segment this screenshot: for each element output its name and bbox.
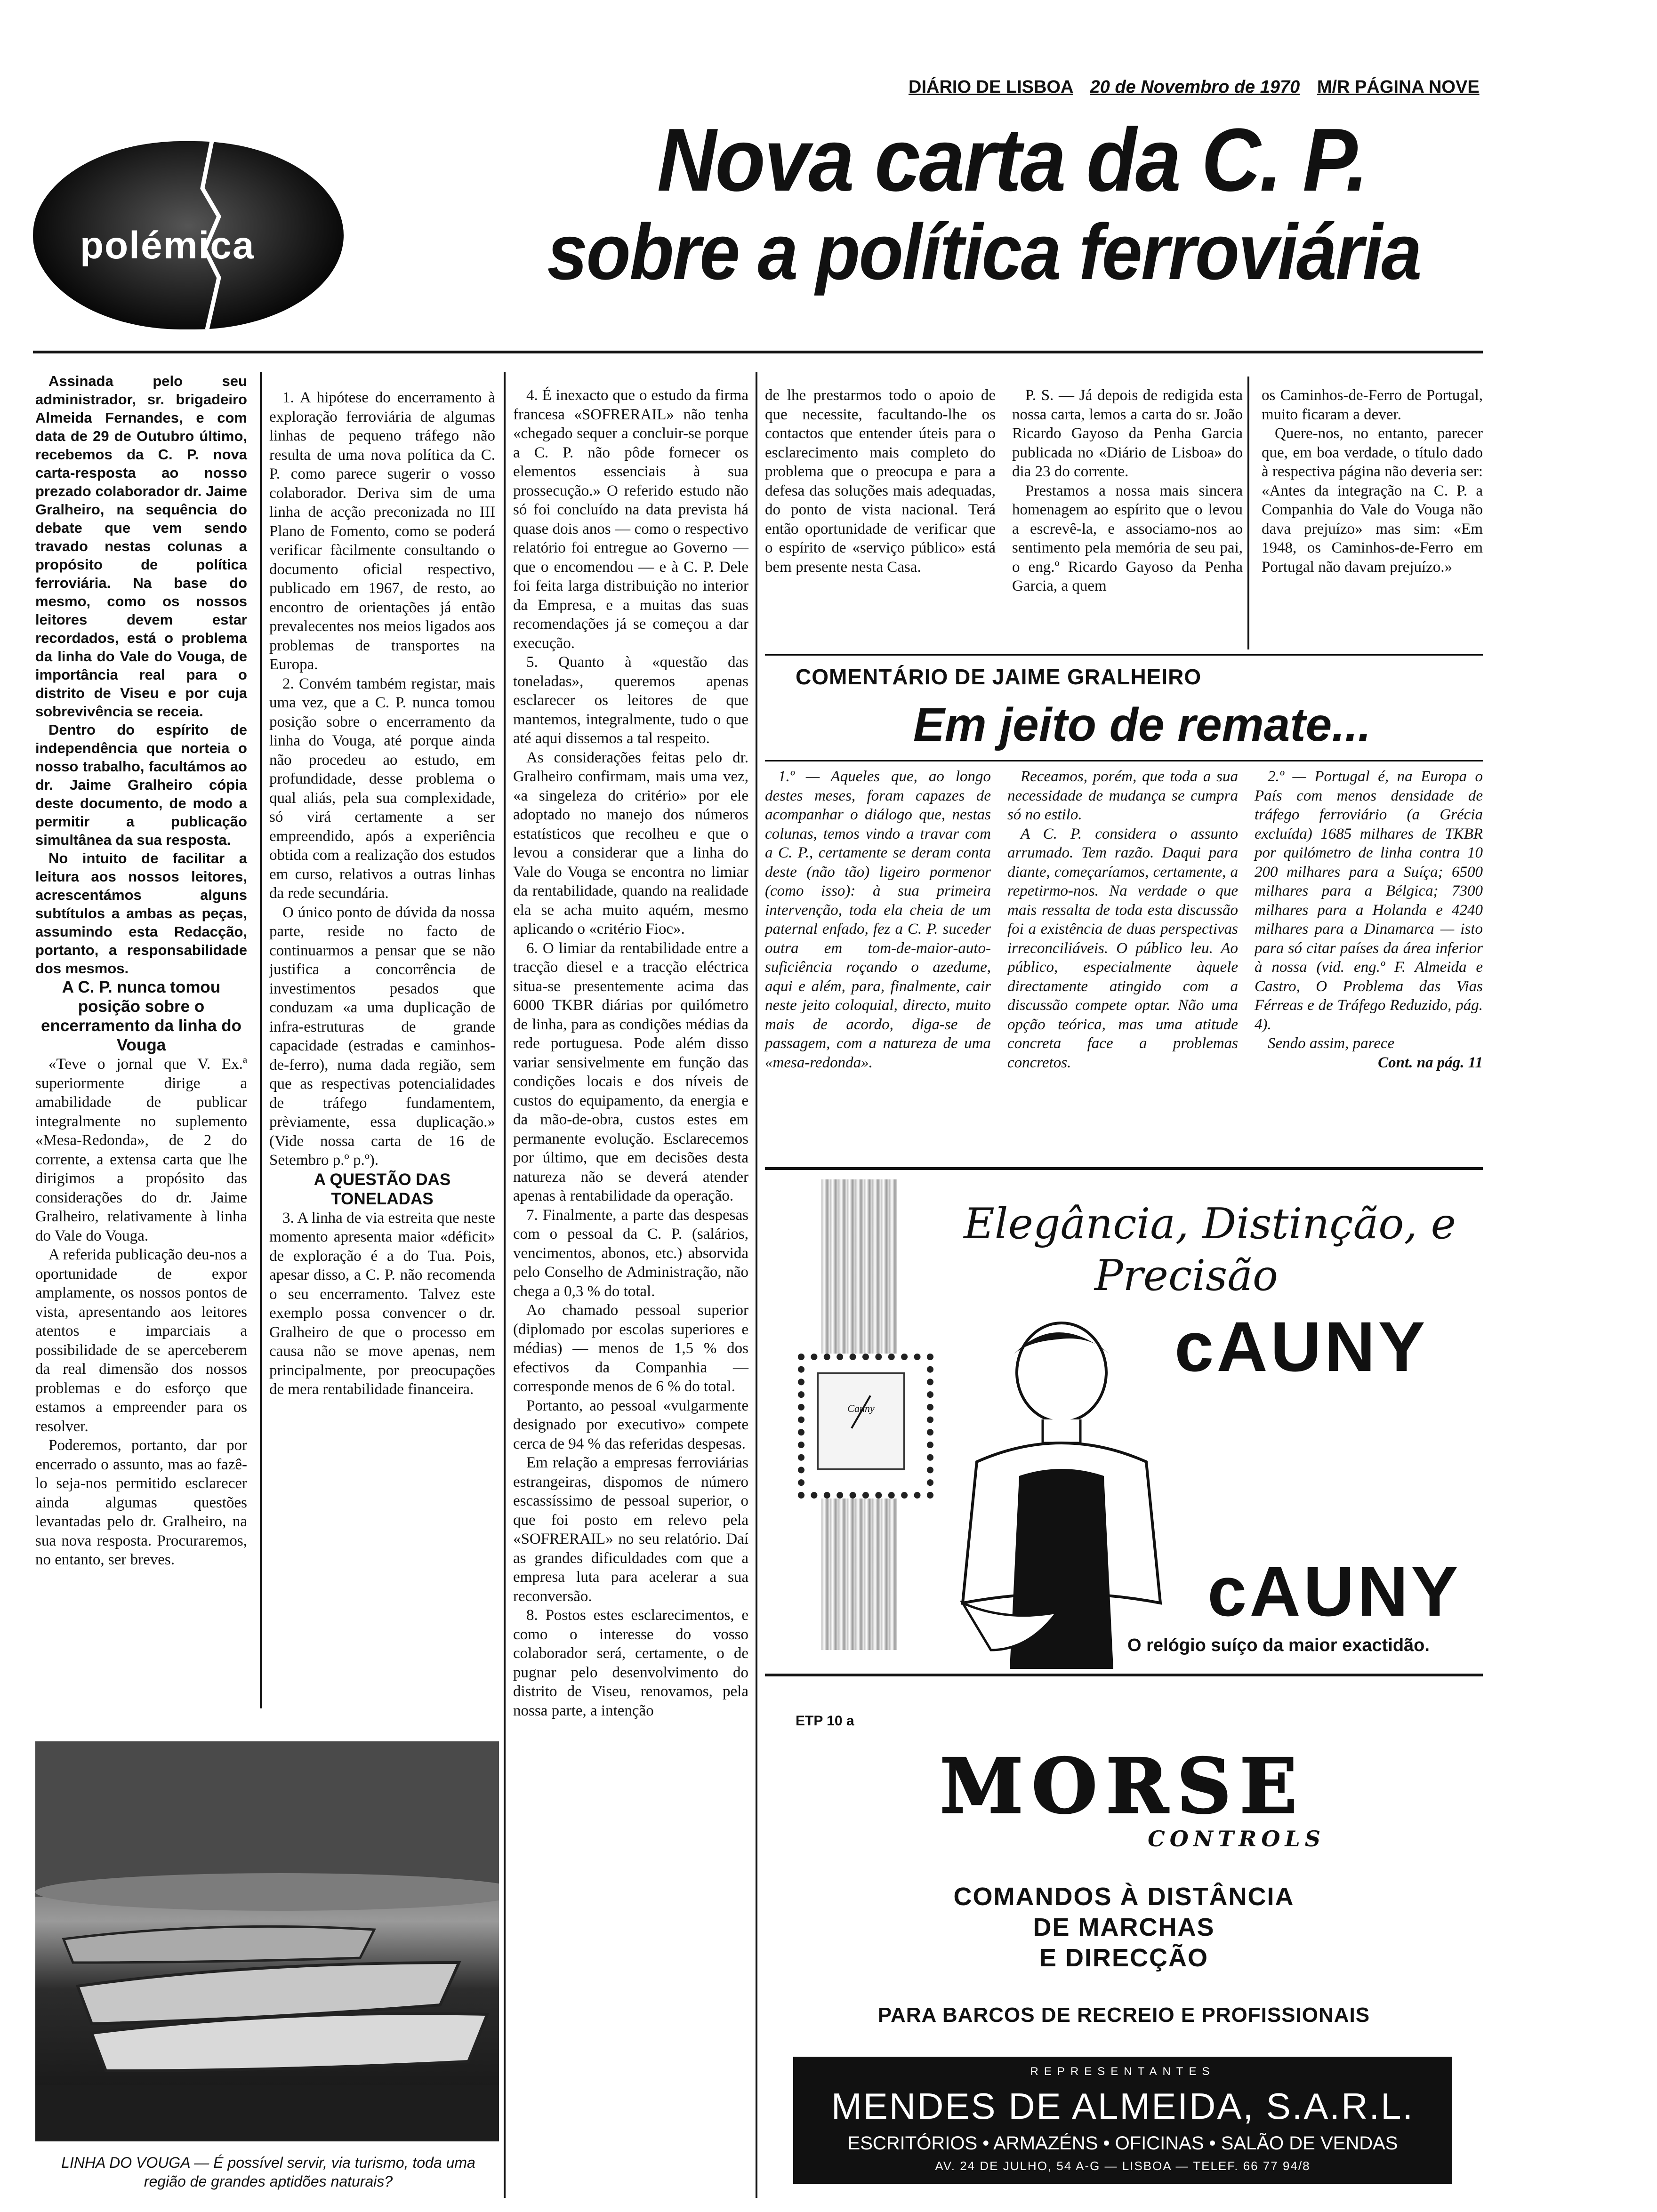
ad-script-line1: Elegância, Distinção, e [964,1199,1456,1249]
body-paragraph: 6. O limiar da rentabilidade entre a tracção diesel e a tracção eléctrica situa-se presentemente acima das 6000 TKBR diárias por quilómetro de linha, para as condições médias da rede portuguesa. Pode além disso variar sensivelmente em função das condições locais e dos níveis de custos do equipamento, da energia e da mão-de-obra, custos estes em permanente evolução. Esclarecemos por último, que em decisões desta natureza não se deverá atender apenas à rentabilidade da operação. [513,939,748,1204]
headline-line2: sobre a política ferroviária [547,208,1421,296]
morse-line1: COMANDOS À DISTÂNCIA [953,1883,1295,1911]
masthead [909,73,1492,101]
woman-illustration [934,1321,1198,1669]
comment-column-1 [765,767,991,1072]
column-rule [260,372,262,1708]
subheading: A QUESTÃO DAS TONELADAS [314,1170,451,1208]
body-paragraph: Prestamos a nossa mais sincera homenagem ao espírito que o levou a escrevê-la, e associamo-nos ao sentimento pela memória de seu pai, o eng.º Ricardo Gayoso da Penha Garcia, a quem [1012,482,1243,594]
intro-paragraph: No intuito de facilitar a leitura aos nossos leitores, acrescentámos alguns subtítulos a ambas as peças, assumindo esta Redacção, portanto, a responsabilidade dos mesmos. [35,850,247,977]
body-paragraph: 3. A linha de via estreita que neste momento apresenta maior «déficit» de exploração é a do Tua. Pois, apesar disso, a C. P. não recomenda o seu encerramento. Talvez este exemplo possa convencer o dr. Gralheiro de que o processo em causa não se move apenas, nem principalmente, por preocupações de mera rentabilidade financeira. [269,1209,495,1398]
article-column-6 [1262,386,1483,577]
cauny-tagline: O relógio suíço da maior exactidão. [1127,1635,1430,1655]
boats-image [35,1741,499,2141]
reps-label: REPRESENTANTES [1030,2065,1215,2078]
headline [518,110,1506,297]
watch-dial [817,1372,905,1470]
column-rule [504,372,506,2198]
article-column-1 [35,372,247,1570]
continuation-note: Cont. na pág. 11 [1378,1054,1483,1071]
body-paragraph: os Caminhos-de-Ferro de Portugal, muito ficaram a dever. [1262,387,1483,423]
morse-logo: MORSE [940,1742,1306,1830]
ad-script-line2: Precisão [1094,1251,1279,1300]
comment-paragraph: 2.º — Portugal é, na Europa o País com menos densidade de tráfego ferroviário (a Grécia excluída) 1685 milhares de TKBR por quilómetro de linha contra 10 200 milhares para a Suíça; 6500 milhares para a Bélgica; 7300 milhares para a Holanda e 4240 milhares para a Dinamarca — isto para só citar países da área inferior à nossa (vid. eng.º F. Almeida e Castro, O Problema das Vias Férreas e de Tráfego Reduzido, pág. 4). [1255,768,1483,1033]
headline-rule [33,351,1483,353]
body-paragraph: 4. É inexacto que o estudo da firma francesa «SOFRERAIL» não tenha «chegado sequer a concluir-se porque a C. P. não pôde fornecer os elementos essenciais à sua prossecução.» O referido estudo não só foi concluído na data prevista há quase dois anos — como o respectivo relatório foi entregue ao Governo — que o encomendou — e à C. P. Dele foi feita larga distribuição no interior da Empresa, e a muitas das suas recomendações já se começou a dar execução. [513,387,748,652]
ad-code: ETP 10 a [796,1713,854,1729]
cauny-ad [765,1167,1483,1676]
body-paragraph: As considerações feitas pelo dr. Gralheiro confirmam, mais uma vez, «a singeleza do critério» por ele adoptado no manejo dos números estatísticos que recolheu e que o levou a considerar que a linha do Vale do Vouga se encontra no limiar da rentabilidade, quando na realidade ela se acha muito aquém, mesmo aplicando o «critério Fioc». [513,749,748,938]
cauny-logo-top: cAUNY [1174,1307,1428,1386]
comment-paragraph: Sendo assim, parece [1268,1035,1395,1052]
comment-rule [765,760,1483,761]
morse-line3: E DIRECÇÃO [1039,1944,1209,1972]
body-paragraph: Portanto, ao pessoal «vulgarmente designado por executivo» compete cerca de 94 % das referidas despesas. [513,1397,748,1452]
article-column-5 [1012,386,1243,596]
article-column-2 [269,388,495,1399]
morse-line4: PARA BARCOS DE RECREIO E PROFISSIONAIS [877,2004,1370,2027]
photo [35,1741,499,2141]
body-paragraph: Ao chamado pessoal superior (diplomado por escolas superiores e médias) — menos de 1,5 % dos efectivos da Companhia — corresponde menos de 6 % do total. [513,1302,748,1395]
reps-services: ESCRITÓRIOS • ARMAZÉNS • OFICINAS • SALÃO DE VENDAS [847,2133,1398,2154]
body-paragraph: Quere-nos, no entanto, parecer que, em boa verdade, o título dado à respectiva página não deveria ser: «Antes da integração na C. P. a Companhia do Vale do Vouga não dava prejuízo» mas sim: «Em 1948, os Caminhos-de-Ferro em Portugal não davam prejuízo.» [1262,425,1483,576]
reps-address: AV. 24 DE JULHO, 54 A-G — LISBOA — TELEF. 66 77 94/8 [935,2159,1311,2173]
body-paragraph: 2. Convém também registar, mais uma vez, que a C. P. nunca tomou posição sobre o encerramento da linha do Vouga, até porque ainda não procedeu ao estudo, em profundidade, desse problema o qual aliás, pela sua complexidade, só virá certamente a ser empreendido, após a experiência obtida com a realização dos estudos em curso, relativos a outras linhas da rede secundária. [269,675,495,902]
morse-ad [765,1685,1483,2198]
reps-box [793,2057,1452,2184]
body-paragraph: 7. Finalmente, a parte das despesas com o pessoal da C. P. (salários, vencimentos, abonos, etc.) absorvida pelo Conselho de Administração, não chega a 0,3 % do total. [513,1206,748,1300]
morse-sub-logo: CONTROLS [1148,1826,1325,1851]
body-paragraph: O único ponto de dúvida da nossa parte, reside no facto de continuarmos a pensar que se não justifica a concorrência de investimentos pesados que conduzam «a uma duplicação de infra-estruturas de grande capacidade (estradas e caminhos-de-ferro), numa dada região, sem que as respectivas potencialidades de tráfego fundamentem, prèviamente, essa duplicação.» (Vide nossa carta de 16 de Setembro p.º p.º). [269,904,495,1169]
body-paragraph: P. S. — Já depois de redigida esta nossa carta, lemos a carta do sr. João Ricardo Gayoso da Penha Garcia publicada no «Diário de Lisboa» do dia 23 do corrente. [1012,387,1243,480]
article-column-3 [513,386,748,1720]
body-paragraph: A referida publicação deu-nos a oportunidade de expor amplamente, os nossos pontos de vista, apresentando aos leitores atentos e imparciais a possibilidade de se aperceberem da real dimensão dos nossos problemas e do esforço que estamos a empreender para os resolver. [35,1246,247,1435]
body-paragraph: «Teve o jornal que V. Ex.ª superiormente dirige a amabilidade de publicar integralmente no suplemento «Mesa-Redonda», de 2 do corrente, a extensa carta que lhe dirigimos a propósito das considerações do dr. Jaime Gralheiro, relativamente à linha do Vale do Vouga. [35,1056,247,1244]
intro-paragraph: Dentro do espírito de independência que norteia o nosso trabalho, facultámos ao dr. Jaime Gralheiro cópia deste documento, de modo a permitir a publicação simultânea da sua resposta. [35,721,247,848]
comment-paragraph: A C. P. considera o assunto arrumado. Tem razão. Daqui para diante, começaríamos, certamente, a repetirmo-nos. Na verdade o que mais ressalta de toda esta discussão foi a existência de duas perspectivas irreconciliáveis. O público leu. Ao público, especialmente àquele directamente atingido com a discussão compete optar. Não uma opção teórica, mas uma atitude concreta face a problemas concretos. [1007,825,1238,1071]
photo-caption: LINHA DO VOUGA — É possível servir, via turismo, toda uma região de grandes aptidões naturais? [61,2154,475,2190]
headline-line1: Nova carta da C. P. [657,110,1367,210]
crack-icon [193,141,231,329]
comment-title: Em jeito de remate... [913,698,1371,751]
cauny-logo-bottom: cAUNY [1207,1552,1461,1631]
watch-illustration [788,1179,930,1650]
article-column-4 [765,386,996,577]
morse-line2: DE MARCHAS [1033,1913,1215,1941]
comment-paragraph: Receamos, porém, que toda a sua necessidade de mudança se cumpra só no estilo. [1007,768,1238,823]
issue-date: 20 de Novembro de 1970 [1090,77,1300,97]
body-paragraph: 5. Quanto à «questão das toneladas», queremos apenas esclarecer os leitores de que mantemos, integralmente, tudo o que até aqui dissemos a tal respeito. [513,654,748,747]
comment-kicker: COMENTÁRIO DE JAIME GRALHEIRO [796,665,1202,689]
body-paragraph: 8. Postos estes esclarecimentos, e como o interesse do vosso colaborador será, certamente, o de pugnar pelo desenvolvimento do distrito de Viseu, renovamos, pela nossa parte, a intenção [513,1607,748,1719]
comment-rule [765,654,1483,656]
section-badge [33,141,344,329]
subheading: A C. P. nunca tomou posição sobre o encerramento da linha do Vouga [41,978,241,1054]
column-rule [756,372,757,2198]
reps-company: MENDES DE ALMEIDA, S.A.R.L. [831,2085,1415,2127]
body-paragraph: 1. A hipótese do encerramento à exploração ferroviária de algumas linhas de pequeno tráfego não resulta de uma nova política da C. P. como parece sugerir o vosso colaborador. Deriva sim de uma linha de acção preconizada no III Plano de Fomento, como se poderá verificar fàcilmente consultando o documento oficial respectivo, publicado em 1967, de resto, ao encontro de orientações já então prevalecentes nos meios ligados aos problemas de transportes na Europa. [269,389,495,673]
comment-paragraph: 1.º — Aqueles que, ao longo destes meses, foram capazes de acompanhar o diálogo que, nestas colunas, temos vindo a travar com a C. P., certamente se deram conta deste (não tão) ligeiro pormenor (como isso): à sua primeira intervenção, toda ela cheia de um paternal enfado, fez a C. P. suceder outra em tom-de-maior-auto-suficiência roçando o azedume, aqui e além, para, finalmente, cair neste jeito coloquial, directo, muito mais de acordo, diga-se de passagem, com a natureza de uma «mesa-redonda». [765,768,991,1071]
section-badge-label: polémica [80,224,255,267]
column-rule [1247,377,1249,649]
watch-brand: Cauny [847,1403,875,1414]
intro-paragraph: Assinada pelo seu administrador, sr. brigadeiro Almeida Fernandes, e com data de 29 de Outubro último, recebemos da C. P. nova carta-resposta ao nosso prezado colaborador dr. Jaime Gralheiro, na sequência do debate que vem sendo travado nestas colunas a propósito de política ferroviária. Na base do mesmo, como os nossos leitores devem estar recordados, está o problema da linha do Vale do Vouga, de importância real para o distrito de Viseu e por cuja sobrevivência se receia. [35,373,247,720]
comment-column-3 [1255,767,1483,1072]
publication-name: DIÁRIO DE LISBOA [909,77,1073,97]
body-paragraph: Poderemos, portanto, dar por encerrado o assunto, mas ao fazê-lo seja-nos permitido esclarecer ainda algumas questões levantadas pelo dr. Gralheiro, na sua nova resposta. Procuraremos, no entanto, ser breves. [35,1437,247,1568]
body-paragraph: Em relação a empresas ferroviárias estrangeiras, dispomos de número escassíssimo de pessoal superior, o que foi posto em relevo pela «SOFRERAIL» no seu relatório. Daí as grandes dificuldades com que a empresa luta para acelerar a sua reconversão. [513,1454,748,1605]
body-paragraph: de lhe prestarmos todo o apoio de que necessite, facultando-lhe os contactos que entender úteis para o esclarecimento mais completo do problema que o preocupa e para a defesa das soluções mais adequadas, do ponto de vista nacional. Terá então oportunidade de verificar que o espírito de «serviço público» está bem presente nesta Casa. [765,387,996,576]
comment-column-2 [1007,767,1238,1072]
page-label: M/R PÁGINA NOVE [1317,77,1480,97]
